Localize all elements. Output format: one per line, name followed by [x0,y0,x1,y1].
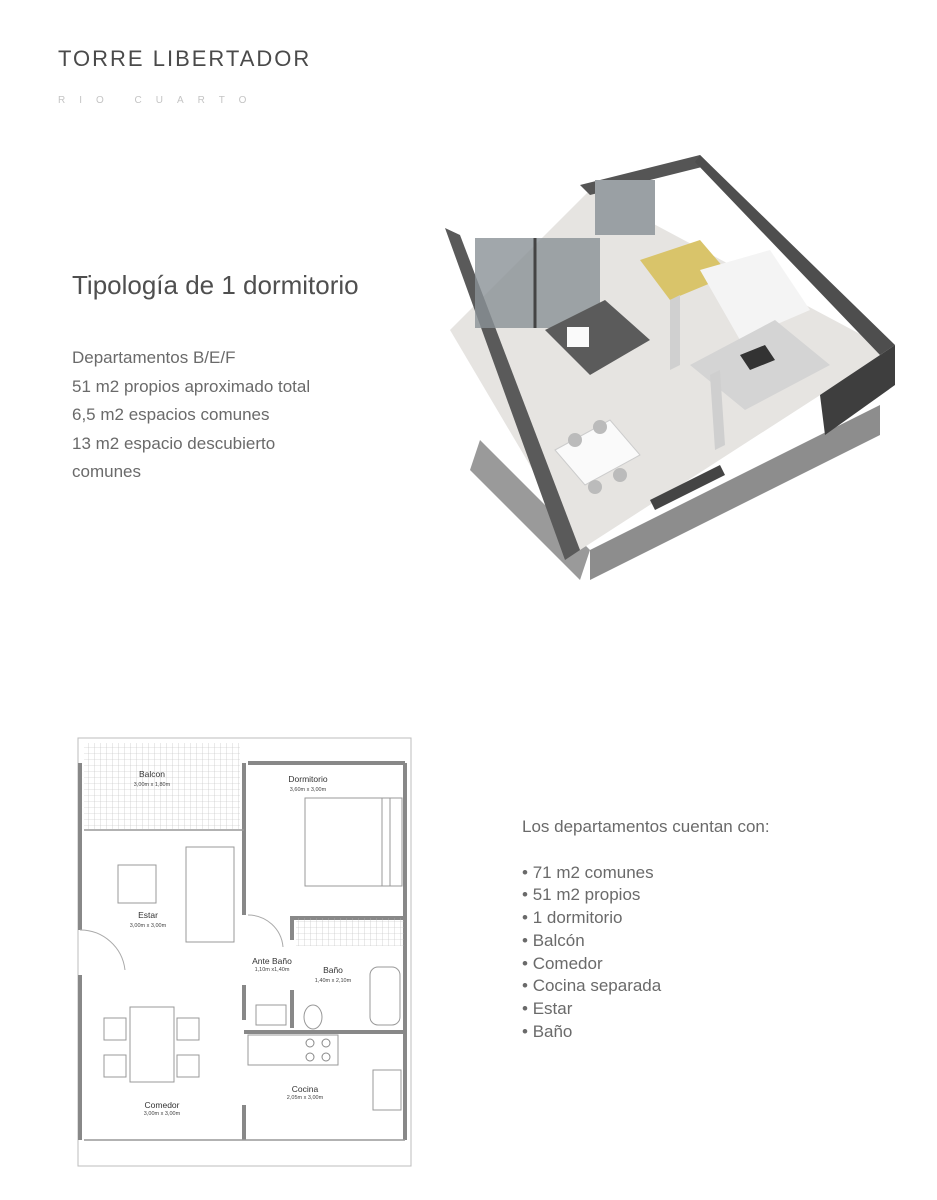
room-label-cocina: Cocina [291,1084,319,1094]
brand-subtitle: RIO CUARTO [58,95,261,106]
room-label-bano: Baño [323,965,343,975]
apartment-3d-render [440,150,910,590]
feature-item: • Cocina separada [522,975,770,998]
feature-item: • Estar [522,998,770,1021]
room-size-dormitorio: 3,60m x 3,00m [289,787,327,793]
render-table [567,327,589,347]
room-size-cocina: 2,05m x 3,00m [286,1095,324,1101]
room-size-bano: 1,40m x 2,10m [314,978,352,984]
spec-line: 51 m2 propios aproximado total [72,376,311,396]
room-size-ante-bano: 1,10m x1,40m [254,967,290,973]
spec-line: Departamentos B/E/F [72,348,236,367]
feature-item: • 51 m2 propios [522,884,770,907]
feature-item: • Comedor [522,953,770,976]
feature-item: • Balcón [522,930,770,953]
feature-item: • 71 m2 comunes [522,862,770,885]
room-size-balcon: 3,00m x 1,80m [133,782,171,788]
room-label-dormitorio: Dormitorio [288,774,328,784]
feature-item: • Baño [522,1021,770,1044]
spec-line: 6,5 m2 espacios comunes [72,405,270,424]
room-label-balcon: Balcon [139,769,165,779]
features-list [522,816,770,1043]
brand-title: TORRE LIBERTADOR [58,46,312,71]
features-heading: Los departamentos cuentan con: [522,817,770,836]
room-label-estar: Estar [138,910,158,920]
floor-plan [70,735,420,1170]
room-label-ante-bano: Ante Baño [252,956,292,966]
spec-line: comunes [72,462,141,481]
spec-line: 13 m2 espacio descubierto [72,433,276,453]
render-window [595,180,655,235]
feature-item: • 1 dormitorio [522,907,770,930]
typology-title: Tipología de 1 dormitorio [72,270,359,300]
room-label-comedor: Comedor [144,1100,180,1110]
room-size-comedor: 3,00m x 3,00m [143,1111,181,1117]
room-size-estar: 3,00m x 3,00m [129,923,167,929]
spec-list [72,344,402,487]
